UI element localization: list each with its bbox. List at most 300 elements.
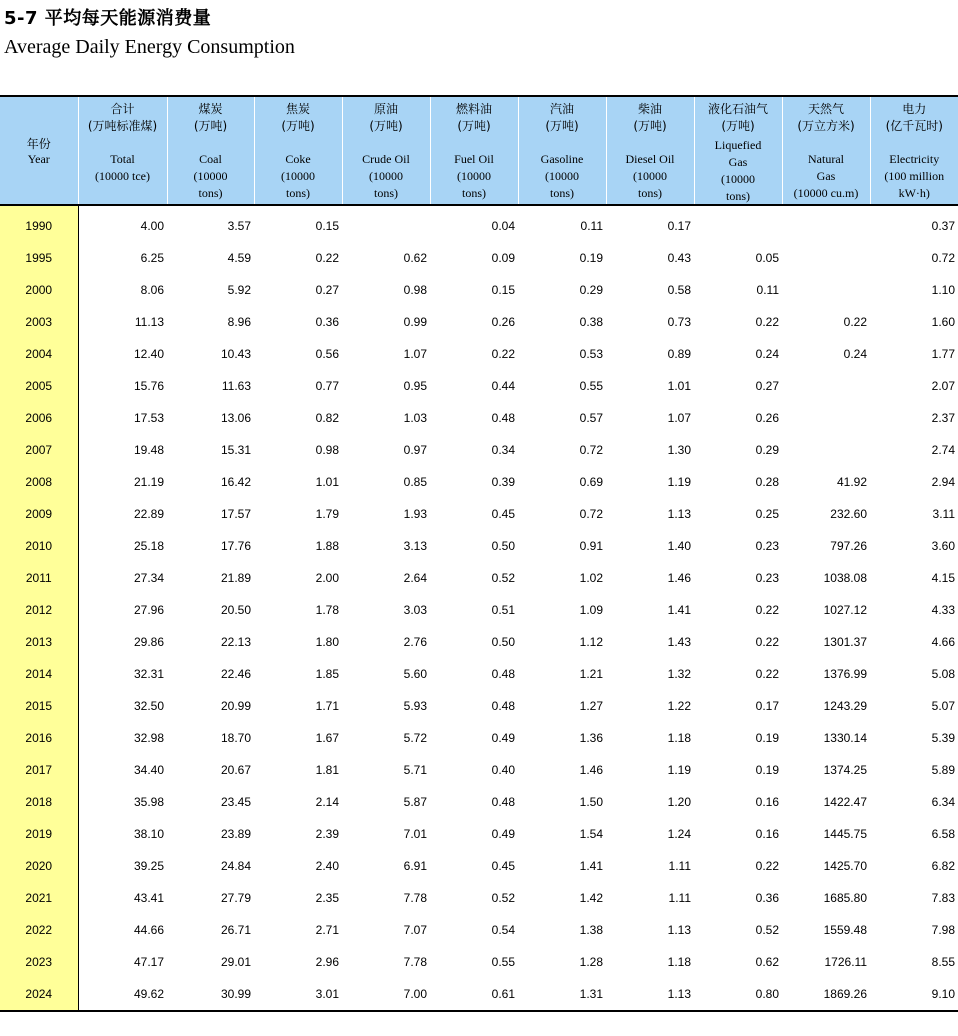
value-cell-elec: 2.74 [931, 443, 955, 457]
value-cell-coal: 21.89 [220, 571, 251, 585]
header-cn-line: (万吨) [193, 119, 228, 133]
value-cell-diesel: 1.40 [667, 539, 691, 553]
value-cell-diesel: 0.73 [667, 315, 691, 329]
value-cell-lpg: 0.80 [694, 978, 782, 1011]
value-cell-coke: 1.80 [315, 635, 339, 649]
column-header-cn [695, 101, 782, 135]
value-cell-fuel: 0.34 [491, 443, 515, 457]
value-cell-elec: 6.82 [931, 859, 955, 873]
value-cell-crude: 0.99 [403, 315, 427, 329]
value-cell-elec: 7.98 [931, 923, 955, 937]
value-cell-gasoline: 1.27 [579, 699, 603, 713]
value-cell-diesel: 1.30 [667, 443, 691, 457]
year-cell: 2016 [0, 722, 78, 754]
value-cell-total: 19.48 [133, 443, 164, 457]
value-cell-crude: 7.07 [403, 923, 427, 937]
value-cell-total: 43.41 [133, 891, 164, 905]
column-header-cn [871, 101, 958, 135]
header-en-line: Gas [816, 169, 836, 183]
value-cell-ng: 1376.99 [823, 667, 867, 681]
value-cell-ng: 1422.47 [823, 795, 867, 809]
value-cell-coke: 3.01 [254, 978, 342, 1011]
value-cell-crude: 6.91 [403, 859, 427, 873]
value-cell-crude: 7.78 [403, 955, 427, 969]
column-header-en [695, 137, 782, 205]
year-cell: 2023 [0, 946, 78, 978]
column-header-ng [782, 96, 870, 205]
table-header-row [0, 96, 958, 205]
value-cell-fuel: 0.48 [491, 795, 515, 809]
value-cell-coke: 1.78 [315, 603, 339, 617]
column-header-total [78, 96, 167, 205]
value-cell-diesel: 1.11 [668, 891, 691, 905]
column-header-en [783, 151, 870, 202]
value-cell-elec: 5.08 [931, 667, 955, 681]
header-en-line: (10000 cu.m) [793, 186, 859, 200]
value-cell-gasoline: 0.72 [579, 507, 603, 521]
value-cell-total: 8.06 [140, 283, 164, 297]
value-cell-lpg: 0.22 [755, 859, 779, 873]
value-cell-elec: 7.83 [931, 891, 955, 905]
year-cell: 2018 [0, 786, 78, 818]
value-cell-coke: 1.71 [315, 699, 339, 713]
value-cell-ng [782, 402, 870, 434]
header-cn-line: 汽油 [549, 102, 574, 116]
header-en-line: (10000 [193, 169, 228, 183]
value-cell-lpg: 0.62 [755, 955, 779, 969]
value-cell-fuel: 0.54 [491, 923, 515, 937]
header-en-line: Electricity [889, 152, 940, 166]
value-cell-diesel: 1.19 [667, 475, 691, 489]
table-row [0, 626, 958, 658]
value-cell-diesel: 1.20 [667, 795, 691, 809]
value-cell-fuel: 0.45 [491, 859, 515, 873]
year-cell: 2012 [0, 594, 78, 626]
value-cell-diesel: 1.22 [667, 699, 691, 713]
value-cell-lpg: 0.23 [755, 571, 779, 585]
column-header-cn [168, 101, 254, 135]
value-cell-coal: 3.57 [227, 219, 251, 233]
value-cell-elec: 2.94 [931, 475, 955, 489]
value-cell-coal: 27.79 [220, 891, 251, 905]
table-row [0, 338, 958, 370]
header-en-line: tons) [726, 189, 750, 203]
header-en-line: Fuel Oil [454, 152, 494, 166]
table-row [0, 978, 958, 1011]
value-cell-crude: 0.98 [403, 283, 427, 297]
value-cell-lpg: 0.19 [755, 731, 779, 745]
value-cell-fuel: 0.45 [491, 507, 515, 521]
value-cell-crude: 7.78 [403, 891, 427, 905]
value-cell-lpg: 0.23 [755, 539, 779, 553]
value-cell-elec: 5.07 [931, 699, 955, 713]
value-cell-gasoline: 1.31 [518, 978, 606, 1011]
value-cell-diesel: 1.32 [667, 667, 691, 681]
year-cell: 2019 [0, 818, 78, 850]
value-cell-total: 49.62 [78, 978, 167, 1011]
value-cell-coke: 1.67 [315, 731, 339, 745]
table-body [0, 205, 958, 1011]
value-cell-lpg: 0.22 [755, 603, 779, 617]
value-cell-coke: 1.81 [315, 763, 339, 777]
value-cell-coal: 22.13 [220, 635, 251, 649]
year-cell: 2003 [0, 306, 78, 338]
value-cell-lpg: 0.25 [755, 507, 779, 521]
value-cell-gasoline: 0.53 [579, 347, 603, 361]
year-cell: 2022 [0, 914, 78, 946]
value-cell-diesel: 0.17 [667, 219, 691, 233]
header-en-line: Natural [808, 152, 844, 166]
value-cell-lpg: 0.24 [755, 347, 779, 361]
value-cell-total: 35.98 [133, 795, 164, 809]
value-cell-coke: 0.22 [315, 251, 339, 265]
value-cell-ng [782, 242, 870, 274]
value-cell-gasoline: 0.55 [579, 379, 603, 393]
value-cell-lpg: 0.27 [755, 379, 779, 393]
table-row [0, 914, 958, 946]
value-cell-total: 11.13 [134, 315, 164, 329]
header-cn-line: (万吨) [457, 119, 491, 133]
value-cell-crude: 2.64 [403, 571, 427, 585]
column-header-en [79, 151, 167, 185]
table-row [0, 882, 958, 914]
value-cell-coal: 17.76 [220, 539, 251, 553]
header-cn-line: (万吨) [369, 119, 403, 133]
value-cell-coal: 5.92 [227, 283, 251, 297]
value-cell-total: 44.66 [133, 923, 164, 937]
table-row [0, 402, 958, 434]
header-cn-line: 柴油 [637, 102, 662, 116]
header-en-line: (100 million [884, 169, 945, 183]
value-cell-ng: 0.24 [843, 347, 867, 361]
value-cell-diesel: 1.07 [667, 411, 691, 425]
value-cell-crude: 0.62 [403, 251, 427, 265]
value-cell-gasoline: 0.19 [579, 251, 603, 265]
value-cell-ng [782, 205, 870, 242]
value-cell-coal: 23.45 [220, 795, 251, 809]
value-cell-diesel: 0.89 [667, 347, 691, 361]
value-cell-fuel: 0.44 [491, 379, 515, 393]
value-cell-elec: 0.37 [931, 219, 955, 233]
table-row [0, 466, 958, 498]
table-row [0, 690, 958, 722]
year-cell: 2021 [0, 882, 78, 914]
value-cell-coal: 30.99 [167, 978, 254, 1011]
value-cell-ng: 1869.26 [782, 978, 870, 1011]
header-en-line: Liquefied [714, 138, 762, 152]
value-cell-total: 39.25 [133, 859, 164, 873]
column-header-cn [783, 101, 870, 135]
page-title-en: Average Daily Energy Consumption [4, 36, 295, 58]
value-cell-gasoline: 1.54 [579, 827, 603, 841]
value-cell-coke: 0.82 [315, 411, 339, 425]
value-cell-gasoline: 0.91 [579, 539, 603, 553]
table-row [0, 530, 958, 562]
column-header-coal [167, 96, 254, 205]
year-cell: 2005 [0, 370, 78, 402]
value-cell-coal: 18.70 [220, 731, 251, 745]
value-cell-crude: 7.00 [342, 978, 430, 1011]
header-en-line: tons) [462, 186, 486, 200]
year-cell: 1995 [0, 242, 78, 274]
column-header-fuel [430, 96, 518, 205]
value-cell-elec: 3.11 [932, 507, 955, 521]
value-cell-lpg: 0.05 [755, 251, 779, 265]
column-header-en [431, 151, 518, 202]
year-header-en: Year [27, 152, 50, 166]
header-cn-line: (万吨标准煤) [87, 119, 158, 133]
year-cell: 2017 [0, 754, 78, 786]
value-cell-total: 12.40 [133, 347, 164, 361]
value-cell-crude: 5.60 [403, 667, 427, 681]
value-cell-fuel: 0.39 [491, 475, 515, 489]
column-header-en [607, 151, 694, 202]
value-cell-coal: 23.89 [220, 827, 251, 841]
table-row [0, 594, 958, 626]
value-cell-total: 27.34 [133, 571, 164, 585]
year-cell: 2024 [0, 978, 78, 1011]
value-cell-gasoline: 1.28 [579, 955, 603, 969]
value-cell-elec: 5.39 [931, 731, 955, 745]
value-cell-coal: 26.71 [220, 923, 251, 937]
value-cell-fuel: 0.15 [491, 283, 515, 297]
value-cell-coke: 2.40 [315, 859, 339, 873]
value-cell-coke: 2.14 [315, 795, 339, 809]
value-cell-gasoline: 1.12 [579, 635, 603, 649]
value-cell-ng [782, 370, 870, 402]
table-row [0, 850, 958, 882]
value-cell-diesel: 1.19 [667, 763, 691, 777]
header-en-line: (10000 [457, 169, 491, 183]
value-cell-elec: 6.58 [931, 827, 955, 841]
value-cell-coke: 2.96 [315, 955, 339, 969]
table-row [0, 370, 958, 402]
value-cell-lpg: 0.22 [755, 315, 779, 329]
value-cell-coal: 29.01 [220, 955, 251, 969]
value-cell-diesel: 0.58 [667, 283, 691, 297]
year-cell: 2008 [0, 466, 78, 498]
value-cell-fuel: 0.50 [491, 539, 515, 553]
column-header-year [0, 96, 78, 205]
value-cell-crude: 5.71 [403, 763, 427, 777]
value-cell-lpg: 0.17 [755, 699, 779, 713]
table-row [0, 562, 958, 594]
value-cell-diesel: 1.18 [667, 731, 691, 745]
value-cell-gasoline: 1.38 [579, 923, 603, 937]
value-cell-diesel: 1.13 [667, 923, 691, 937]
value-cell-coke: 0.15 [315, 219, 339, 233]
column-header-diesel [606, 96, 694, 205]
value-cell-gasoline: 0.11 [580, 219, 603, 233]
value-cell-elec: 2.07 [931, 379, 955, 393]
value-cell-diesel: 1.46 [667, 571, 691, 585]
column-header-en [519, 151, 606, 202]
value-cell-lpg: 0.52 [755, 923, 779, 937]
value-cell-fuel: 0.51 [491, 603, 515, 617]
value-cell-gasoline: 1.36 [579, 731, 603, 745]
column-header-cn [343, 101, 430, 135]
value-cell-diesel: 1.13 [606, 978, 694, 1011]
value-cell-coke: 0.27 [315, 283, 339, 297]
value-cell-fuel: 0.49 [491, 731, 515, 745]
header-en-line: (10000 [369, 169, 403, 183]
table-row [0, 722, 958, 754]
column-header-cn [255, 101, 342, 135]
year-header-cn: 年份 [26, 137, 51, 151]
value-cell-total: 15.76 [133, 379, 164, 393]
value-cell-elec: 0.72 [931, 251, 955, 265]
value-cell-gasoline: 0.72 [579, 443, 603, 457]
header-en-line: tons) [198, 186, 223, 200]
header-en-line: Coke [285, 152, 311, 166]
value-cell-lpg: 0.26 [755, 411, 779, 425]
value-cell-diesel: 1.41 [667, 603, 691, 617]
value-cell-ng: 1301.37 [823, 635, 867, 649]
value-cell-coke: 1.85 [315, 667, 339, 681]
value-cell-ng: 797.26 [830, 539, 867, 553]
value-cell-coal: 20.67 [220, 763, 251, 777]
value-cell-crude: 0.95 [403, 379, 427, 393]
value-cell-elec: 3.60 [931, 539, 955, 553]
value-cell-gasoline: 1.02 [579, 571, 603, 585]
header-cn-line: 煤炭 [198, 102, 223, 116]
value-cell-total: 22.89 [133, 507, 164, 521]
header-en-line: tons) [638, 186, 662, 200]
value-cell-lpg: 0.22 [755, 635, 779, 649]
value-cell-total: 47.17 [133, 955, 164, 969]
value-cell-crude: 0.85 [403, 475, 427, 489]
value-cell-crude: 1.03 [403, 411, 427, 425]
value-cell-lpg: 0.11 [756, 283, 779, 297]
value-cell-crude: 5.72 [403, 731, 427, 745]
value-cell-elec: 9.10 [870, 978, 958, 1011]
value-cell-crude: 0.97 [403, 443, 427, 457]
header-cn-line: 焦炭 [285, 102, 310, 116]
value-cell-coal: 17.57 [220, 507, 251, 521]
value-cell-total: 32.98 [133, 731, 164, 745]
column-header-en [168, 151, 254, 202]
value-cell-fuel: 0.04 [491, 219, 515, 233]
column-header-cn [79, 101, 167, 135]
value-cell-diesel: 1.01 [667, 379, 691, 393]
table-row [0, 205, 958, 242]
header-en-line: Gas [728, 155, 748, 169]
value-cell-total: 6.25 [140, 251, 164, 265]
value-cell-ng: 1685.80 [823, 891, 867, 905]
column-header-crude [342, 96, 430, 205]
header-cn-line: (万吨) [721, 119, 755, 133]
header-cn-line: (亿千瓦时) [885, 119, 943, 133]
table-row [0, 754, 958, 786]
value-cell-crude [342, 205, 430, 242]
value-cell-total: 29.86 [133, 635, 164, 649]
header-cn-line: (万立方米) [797, 119, 855, 133]
value-cell-elec: 1.10 [931, 283, 955, 297]
value-cell-elec: 8.55 [931, 955, 955, 969]
value-cell-diesel: 1.11 [668, 859, 691, 873]
value-cell-total: 38.10 [133, 827, 164, 841]
value-cell-ng [782, 274, 870, 306]
value-cell-gasoline: 0.29 [579, 283, 603, 297]
header-en-line: Coal [199, 152, 222, 166]
value-cell-total: 21.19 [133, 475, 164, 489]
value-cell-coal: 22.46 [220, 667, 251, 681]
year-cell: 2000 [0, 274, 78, 306]
table-row [0, 946, 958, 978]
header-cn-line: (万吨) [545, 119, 579, 133]
value-cell-total: 25.18 [133, 539, 164, 553]
value-cell-total: 4.00 [140, 219, 164, 233]
value-cell-crude: 1.07 [403, 347, 427, 361]
header-en-line: (10000 [721, 172, 755, 186]
value-cell-ng: 1374.25 [823, 763, 867, 777]
value-cell-coke: 1.88 [315, 539, 339, 553]
value-cell-ng: 1425.70 [823, 859, 867, 873]
value-cell-coal: 24.84 [220, 859, 251, 873]
value-cell-gasoline: 1.46 [579, 763, 603, 777]
value-cell-fuel: 0.50 [491, 635, 515, 649]
value-cell-coal: 15.31 [220, 443, 251, 457]
value-cell-lpg: 0.16 [755, 795, 779, 809]
table-row [0, 274, 958, 306]
header-en-line: kW·h) [898, 186, 930, 200]
value-cell-coal: 16.42 [220, 475, 251, 489]
value-cell-coke: 0.36 [315, 315, 339, 329]
value-cell-fuel: 0.48 [491, 667, 515, 681]
value-cell-lpg: 0.22 [755, 667, 779, 681]
year-cell: 2013 [0, 626, 78, 658]
column-header-en [343, 151, 430, 202]
value-cell-elec: 1.77 [931, 347, 955, 361]
value-cell-lpg: 0.29 [755, 443, 779, 457]
value-cell-total: 34.40 [133, 763, 164, 777]
value-cell-coke: 0.56 [315, 347, 339, 361]
value-cell-gasoline: 1.50 [579, 795, 603, 809]
table-row [0, 434, 958, 466]
value-cell-gasoline: 1.09 [579, 603, 603, 617]
value-cell-coke: 1.79 [315, 507, 339, 521]
column-header-elec [870, 96, 958, 205]
header-en-line: Diesel Oil [625, 152, 675, 166]
header-en-line: (10000 [633, 169, 667, 183]
year-cell: 2011 [0, 562, 78, 594]
value-cell-lpg: 0.36 [755, 891, 779, 905]
header-cn-line: 电力 [902, 102, 927, 116]
value-cell-crude: 7.01 [403, 827, 427, 841]
year-cell: 2014 [0, 658, 78, 690]
value-cell-total: 32.31 [133, 667, 164, 681]
year-cell: 2009 [0, 498, 78, 530]
energy-consumption-table [0, 95, 958, 1012]
value-cell-elec: 2.37 [931, 411, 955, 425]
value-cell-coal: 20.99 [220, 699, 251, 713]
header-en-line: Gasoline [540, 152, 584, 166]
value-cell-ng: 1559.48 [823, 923, 867, 937]
value-cell-crude: 3.13 [403, 539, 427, 553]
value-cell-ng [782, 434, 870, 466]
value-cell-coke: 2.39 [315, 827, 339, 841]
value-cell-coal: 10.43 [220, 347, 251, 361]
value-cell-gasoline: 0.38 [579, 315, 603, 329]
value-cell-total: 17.53 [133, 411, 164, 425]
value-cell-fuel: 0.49 [491, 827, 515, 841]
header-cn-line: 合计 [110, 102, 135, 116]
value-cell-ng: 1243.29 [823, 699, 867, 713]
value-cell-fuel: 0.48 [491, 411, 515, 425]
value-cell-ng: 0.22 [843, 315, 867, 329]
value-cell-ng: 1726.11 [824, 955, 867, 969]
value-cell-fuel: 0.26 [491, 315, 515, 329]
